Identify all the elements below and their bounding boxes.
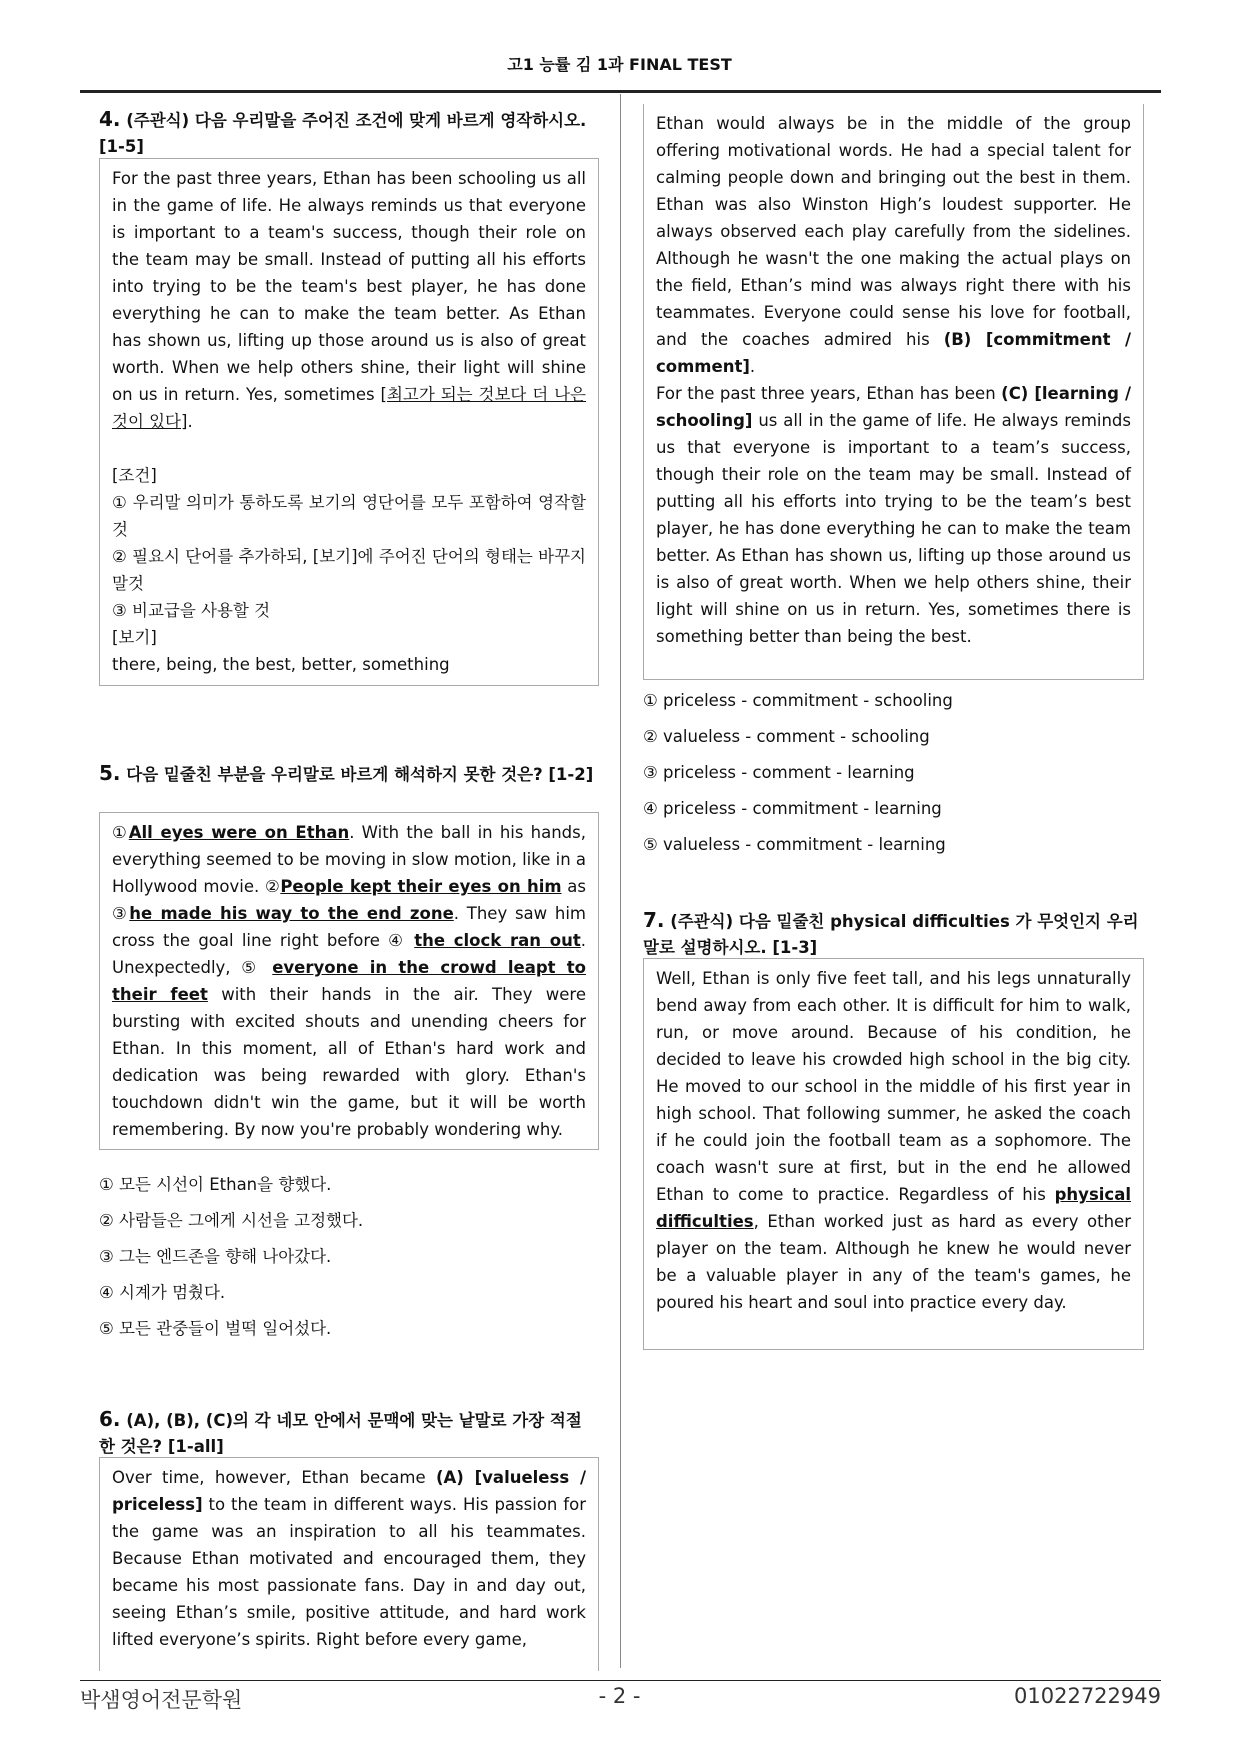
q5-underline-2: People kept their eyes on him <box>280 877 562 896</box>
q7-passage: Well, Ethan is only five feet tall, and his legs unnaturally bend away from each other. It is difficult for him to walk, run, or move around. Because of his condition, he decided to leave his crowded high school in the big city. He moved to our school in the middle of his first year in high school. That following summer, he asked the coach if he could join the football team as a sophomore. The coach wasn't sure at first, but in the end he allowed Ethan to come to practice. Regardless of his physical difficulties, Ethan worked just as hard as every other player on the team. Although he knew he would never be a valuable player in any of the team's games, he poured his heart and soul into practice every day. <box>656 969 1131 1312</box>
q5-option-5[interactable]: ⑤ 모든 관중들이 벌떡 일어섰다. <box>99 1319 332 1338</box>
q6-option-1[interactable]: ① priceless - commitment - schooling <box>643 691 953 710</box>
footer-page-number: - 2 - <box>598 1684 641 1708</box>
q5-underline-4: the clock ran out <box>414 931 581 950</box>
q5-option-2[interactable]: ② 사람들은 그에게 시선을 고정했다. <box>99 1211 364 1230</box>
q5-passage: ①All eyes were on Ethan. With the ball in his hands, everything seemed to be moving in slow motion, like in a Hollywood movie. ②People kept their eyes on him as ③he made his way to the end zone. They saw him cross the goal line right before ④ the clock ran out. Unexpectedly, ⑤ everyone in the crowd leapt to their feet with their hands in the air. They were bursting with excited shouts and unending cheers for Ethan. In this moment, all of Ethan's hard work and dedication was being rewarded with glory. Ethan's touchdown didn't win the game, but it will be worth remembering. By now you're probably wondering why. <box>112 823 587 1139</box>
q6-number: 6. <box>99 1407 121 1431</box>
q4-target-korean: 최고가 되는 것보다 더 나은것이 있다 <box>112 385 586 431</box>
q4-example-words: there, being, the best, better, something <box>112 655 450 674</box>
page-header-title: 고1 능률 김 1과 FINAL TEST <box>507 55 732 74</box>
q4-number: 4. <box>99 107 121 131</box>
q5-option-3[interactable]: ③ 그는 엔드존을 향해 나아갔다. <box>99 1247 332 1266</box>
q7-underline: physical difficulties <box>656 1185 1131 1231</box>
q6-option-3[interactable]: ③ priceless - comment - learning <box>643 763 915 782</box>
q7-title-c: 가 무엇인지 우리말로 설명하시오. [1-3] <box>643 912 1139 957</box>
q4-conditions-label: [조건] <box>112 466 157 485</box>
column-divider <box>620 94 621 1668</box>
q6-option-5[interactable]: ⑤ valueless - commitment - learning <box>643 835 946 854</box>
footer-phone: 01022722949 <box>1014 1684 1161 1708</box>
q5-options <box>99 1172 599 1352</box>
footer-divider <box>80 1680 1161 1681</box>
q6-choice-c: (C) [learning / schooling] <box>656 384 1131 430</box>
q6-option-4[interactable]: ④ priceless - commitment - learning <box>643 799 942 818</box>
q4-condition-3: ③ 비교급을 사용할 것 <box>112 601 271 620</box>
q6-choice-a: (A) [valueless / priceless] <box>112 1468 586 1514</box>
q6-choice-b: (B) [commitment / comment] <box>656 330 1132 376</box>
q7-number: 7. <box>643 908 665 932</box>
q5-underline-1: All eyes were on Ethan <box>128 823 350 842</box>
q7-title-a: (주관식) 다음 밑줄친 <box>670 912 831 931</box>
q6-options <box>643 688 1143 868</box>
q6-passage-part-3: For the past three years, Ethan has been (C) [learning / schooling] us all in the game of life. He always reminds us that everyone is important to a team’s success, though their role on the team may be small. Instead of putting all his efforts into trying to be the team’s best player, he has done everything he can to make the team better. As Ethan has shown us, lifting up those around us is also of great worth. When we help others shine, their light will shine on us in return. Yes, sometimes there is something better than being the best. <box>656 384 1131 646</box>
q5-option-1[interactable]: ① 모든 시선이 Ethan을 향했다. <box>99 1175 332 1194</box>
q5-underline-5: everyone in the crowd leapt to their feet <box>112 958 587 1004</box>
header-divider <box>80 90 1161 93</box>
q7-passage-box <box>643 958 1144 1350</box>
q7-title-keyword: physical difficulties <box>830 912 1010 931</box>
q5-title-text: 다음 밑줄친 부분을 우리말로 바르게 해석하지 못한 것은? [1-2] <box>126 765 594 784</box>
q4-example-label: [보기] <box>112 628 157 647</box>
q6-passage-box-right <box>643 104 1144 680</box>
q5-title <box>99 760 597 788</box>
q4-passage: For the past three years, Ethan has been schooling us all in the game of life. He always reminds us that everyone is important to a team's success, though their role on the team may be small. Instead of putting all his efforts into trying to be the team's best player, he has done everything he can to make the team better. As Ethan has shown us, lifting up those around us is also of great worth. When we help others shine, their light will shine on us in return. Yes, sometimes [최고가 되는 것보다 더 나은것이 있다]. <box>112 169 586 431</box>
q4-condition-1: ① 우리말 의미가 통하도록 보기의 영단어를 모두 포함하여 영작할 것 <box>112 493 586 539</box>
q6-title <box>99 1406 597 1460</box>
q4-title-text: (주관식) 다음 우리말을 주어진 조건에 맞게 바르게 영작하시오. [1-5] <box>99 111 587 156</box>
q5-number: 5. <box>99 761 121 785</box>
q5-passage-box <box>99 812 599 1150</box>
footer-academy: 박샘영어전문학원 <box>80 1688 243 1712</box>
q5-underline-3: he made his way to the end zone <box>129 904 454 923</box>
q6-option-2[interactable]: ② valueless - comment - schooling <box>643 727 930 746</box>
q4-condition-2: ② 필요시 단어를 추가하되, [보기]에 주어진 단어의 형태는 바꾸지 말것 <box>112 547 586 593</box>
q5-option-4[interactable]: ④ 시계가 멈췄다. <box>99 1283 226 1302</box>
q7-title <box>643 907 1143 961</box>
q4-passage-box <box>99 158 599 686</box>
q6-passage-box-left <box>99 1457 599 1671</box>
q4-title <box>99 106 597 160</box>
q6-passage-part-2: Ethan would always be in the middle of the group offering motivational words. He had a special talent for calming people down and bringing out the best in them. Ethan was also Winston High’s loudest supporter. He always observed each play carefully from the sidelines. Although he wasn't the one making the actual plays on the field, Ethan’s mind was always right there with his teammates. Everyone could sense his love for football, and the coaches admired his (B) [commitment / comment]. <box>656 114 1132 376</box>
q6-title-text: (A), (B), (C)의 각 네모 안에서 문맥에 맞는 낱말로 가장 적절한 것은? [1-all] <box>99 1411 582 1456</box>
q6-passage-part-1: Over time, however, Ethan became (A) [valueless / priceless] to the team in different ways. His passion for the game was an inspiration to all his teammates. Because Ethan motivated and encouraged them, they became his most passionate fans. Day in and day out, seeing Ethan’s smile, positive attitude, and hard work lifted everyone’s spirits. Right before every game, <box>112 1468 586 1649</box>
